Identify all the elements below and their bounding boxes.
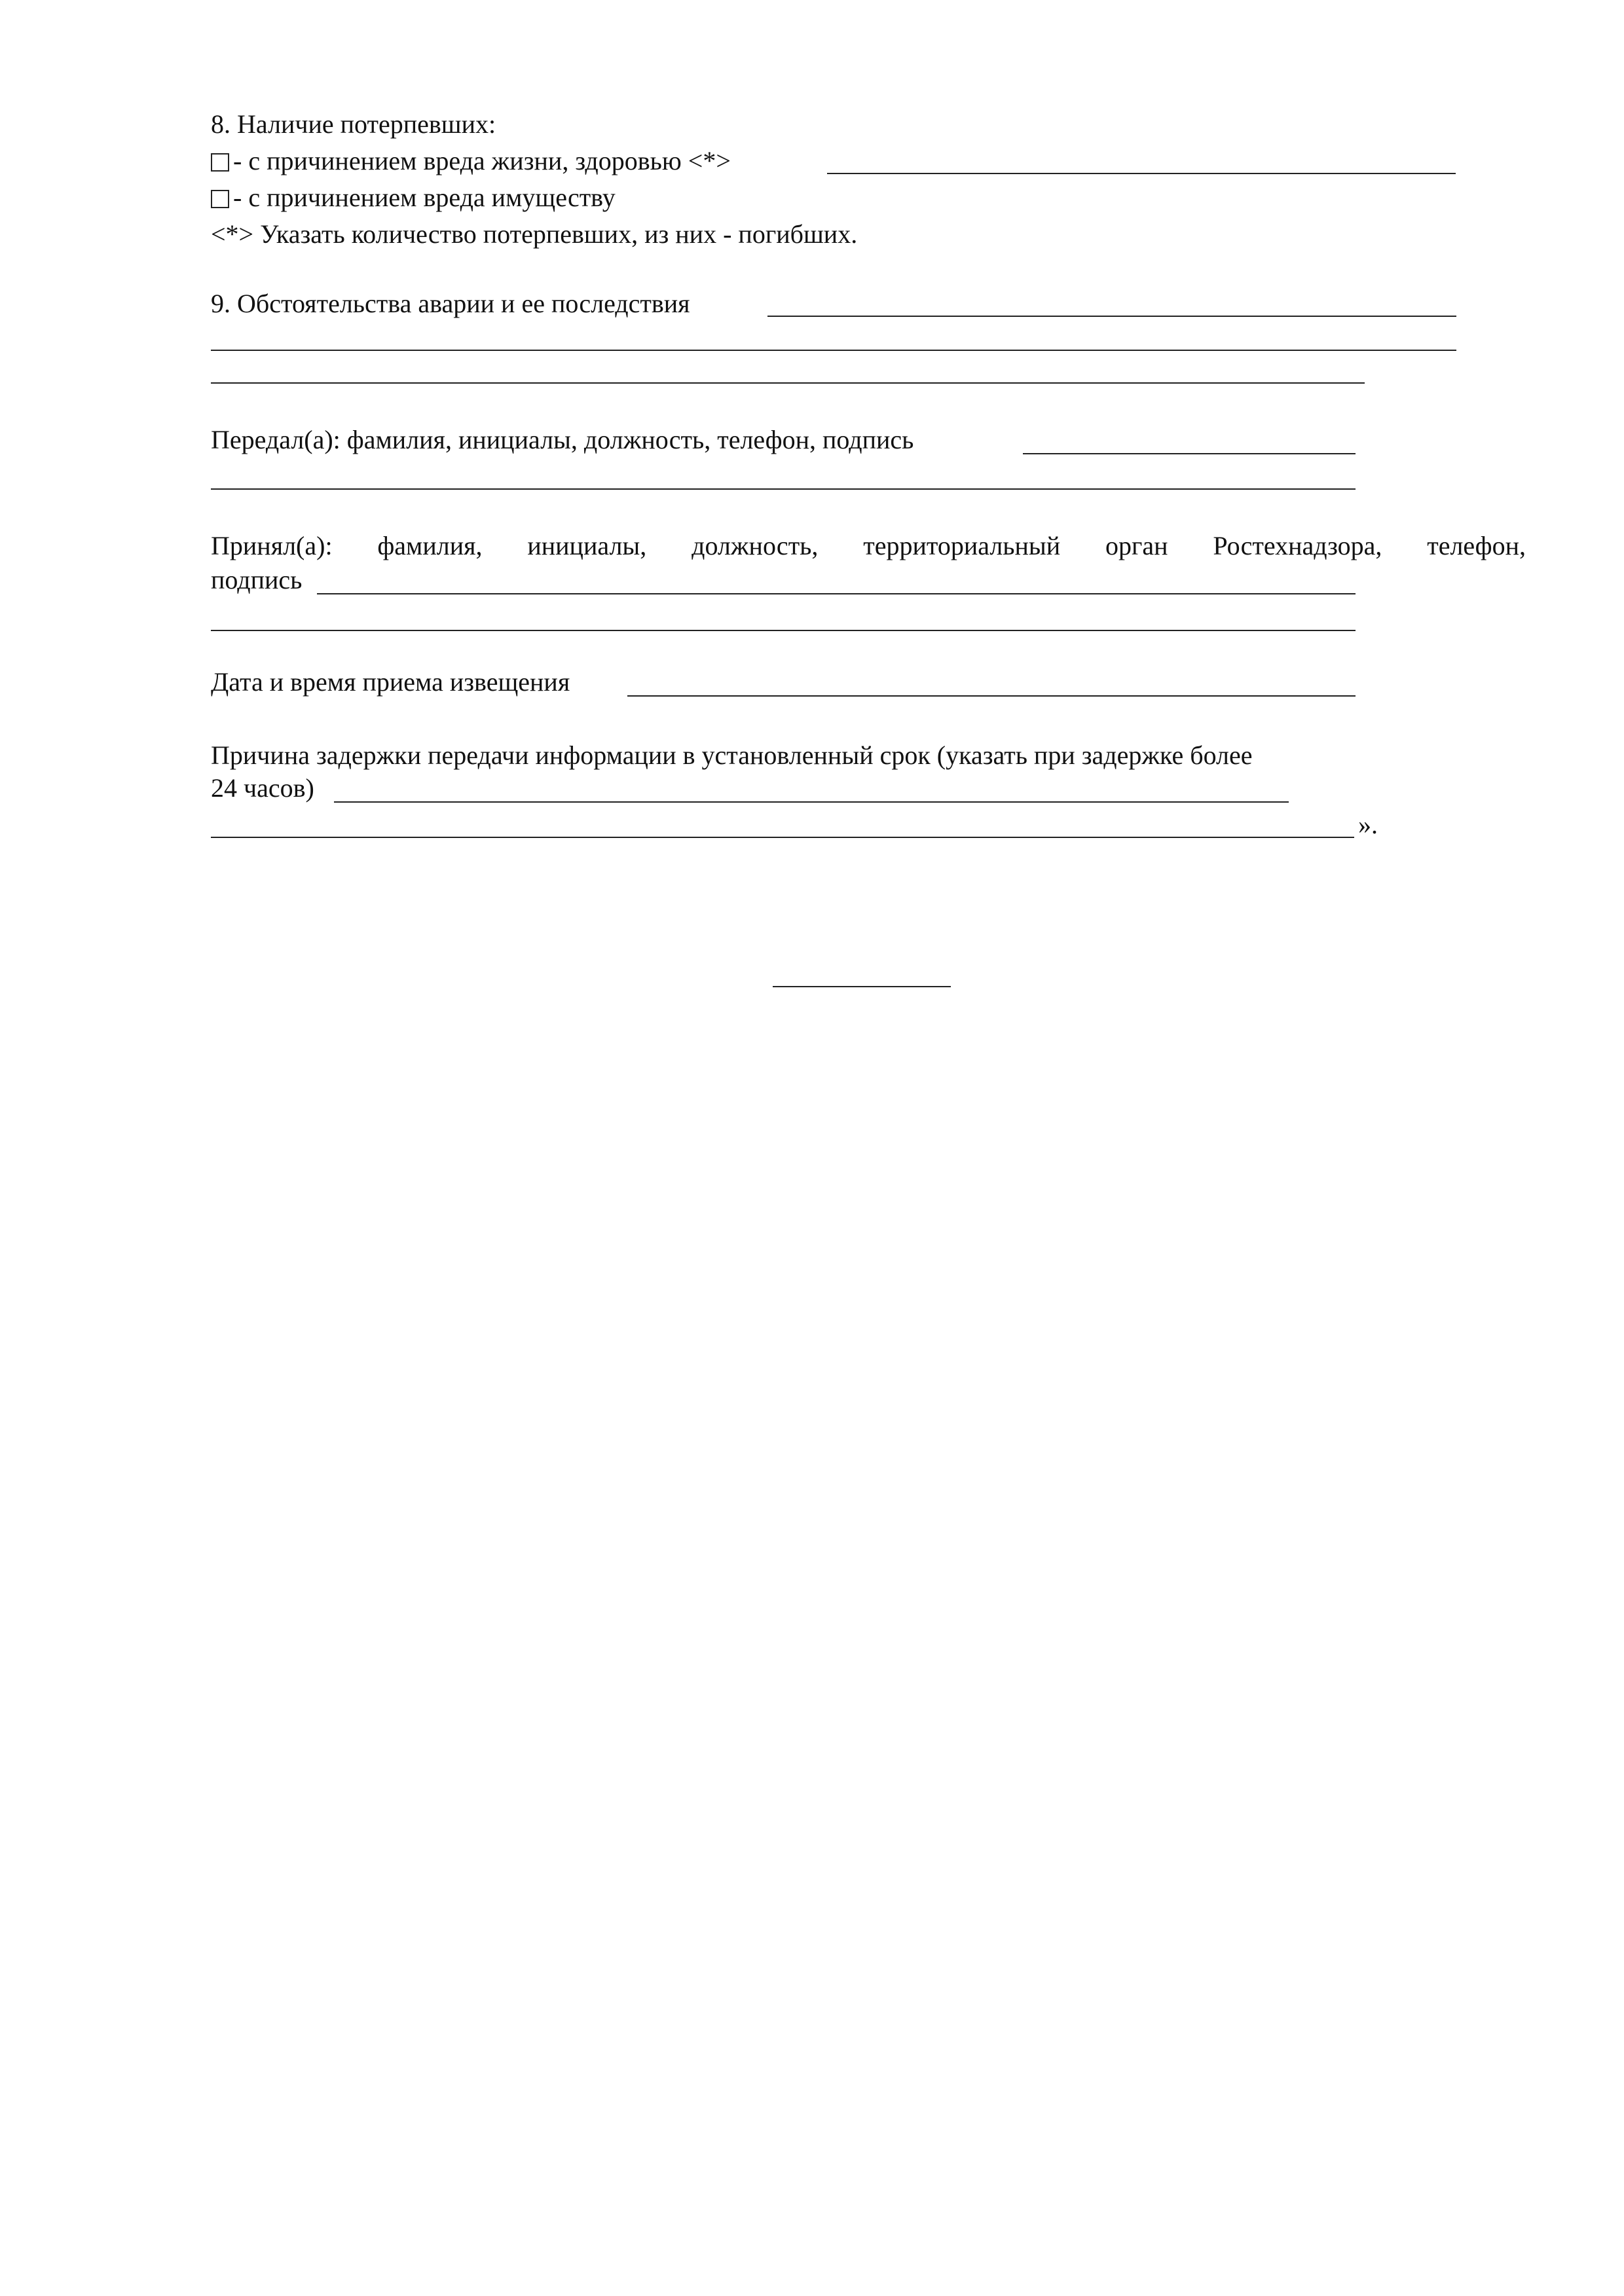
received-word: фамилия, — [377, 531, 483, 560]
checkbox-property[interactable] — [211, 190, 229, 208]
delay-closing-quote: ». — [1358, 810, 1378, 839]
received-word: Принял(а): — [211, 531, 333, 560]
received-word: инициалы, — [527, 531, 647, 560]
delay-label-line2: 24 часов) — [211, 773, 314, 803]
option-property[interactable] — [211, 182, 616, 213]
section9-heading: 9. Обстоятельства аварии и ее последствия — [211, 289, 690, 318]
section8-heading: 8. Наличие потерпевших: — [211, 109, 496, 139]
field-victims-count[interactable] — [827, 173, 1456, 174]
received-word: территориальный — [863, 531, 1061, 560]
transmitted-label: Передал(а): фамилия, инициалы, должность, телефон, подпись — [211, 425, 914, 454]
delay-label-line1: Причина задержки передачи информации в установленный срок (указать при задержке более — [211, 740, 1253, 770]
field-transmitted-1[interactable] — [1023, 453, 1356, 454]
field-datetime[interactable] — [627, 695, 1356, 697]
field-circumstances-1[interactable] — [767, 316, 1456, 317]
field-delay-2[interactable] — [211, 837, 1354, 838]
option-property-label: - с причинением вреда имуществу — [233, 183, 616, 212]
received-word: Ростехнадзора, — [1213, 531, 1382, 560]
checkbox-life-health[interactable] — [211, 153, 229, 172]
section8-footnote: <*> Указать количество потерпевших, из них - погибших. — [211, 219, 858, 249]
field-circumstances-2[interactable] — [211, 350, 1456, 351]
end-separator — [773, 986, 951, 987]
option-life-health-label: - с причинением вреда жизни, здоровью <*> — [233, 146, 731, 175]
received-signature-label: подпись — [211, 565, 303, 594]
received-label — [211, 530, 1526, 562]
field-received-1[interactable] — [317, 593, 1356, 594]
field-transmitted-2[interactable] — [211, 488, 1356, 490]
field-delay-1[interactable] — [334, 801, 1289, 803]
received-word: телефон, — [1427, 531, 1526, 560]
field-received-2[interactable] — [211, 630, 1356, 631]
received-word: орган — [1105, 531, 1168, 560]
field-circumstances-3[interactable] — [211, 382, 1365, 384]
received-word: должность, — [692, 531, 819, 560]
datetime-label: Дата и время приема извещения — [211, 667, 570, 697]
option-life-health[interactable] — [211, 145, 731, 177]
